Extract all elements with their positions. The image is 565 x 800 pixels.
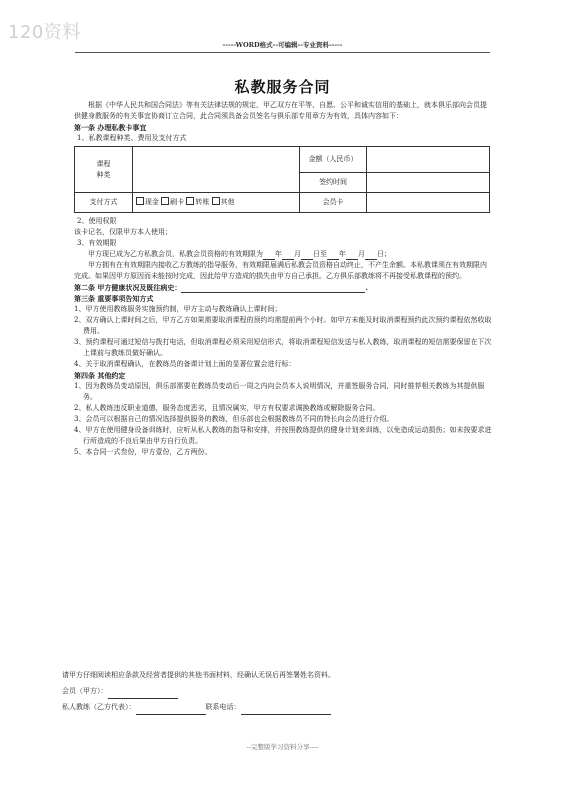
amount-label: 金额（人民币） xyxy=(300,147,366,173)
article-1-item-1: 1、私教课程种类、费用及支付方式 xyxy=(77,134,187,142)
amount-value[interactable] xyxy=(366,147,489,173)
course-type-text: 课程 种类 xyxy=(96,159,111,179)
validity-period-terms: 甲方拥有在有效期限内接收乙方教练的指导服务，有效期限届满后私教会员资格自动终止，不产生余额。本私教课须在有效期限内完成。如果因甲方原因而未能按时完成，因此给甲方造成的损失由甲方自己承担。乙方俱乐部教练将不再接受私教课程的预约。 xyxy=(74,261,487,280)
coach-signature-field[interactable] xyxy=(136,714,206,715)
article-3-item: 2、双方确认上课时间之后，甲方乙方如果需要取消课程的预约均需提前两个小时。如甲方未能及时取消课程预约此次预约课程依然收取费用。 xyxy=(74,316,492,335)
coach-signature-line xyxy=(62,699,502,715)
checkbox-icon xyxy=(212,197,220,205)
header-note: -----WORD格式--可编辑--专业资料----- xyxy=(222,41,343,49)
article-4-item: 5、本合同一式叁份，甲方壹份，乙方两份。 xyxy=(74,448,212,456)
signature-block xyxy=(62,667,502,715)
sign-time-value[interactable] xyxy=(366,173,489,193)
article-3-item: 3、预约课程可通过短信与拨打电话，但取消课程必须采用短信形式，将取消课程短信发送与私人教练，取消课程的短信需要保留在下次上课前与教练员做好确认。 xyxy=(74,338,492,357)
member-card-value[interactable] xyxy=(366,193,489,213)
phone-field[interactable] xyxy=(241,714,331,715)
member-signature-line xyxy=(62,683,502,699)
header-divider xyxy=(75,52,490,53)
article-2-title: 第二条 甲方健康状况及既往病史： xyxy=(74,283,182,292)
pay-option-cash[interactable]: 现金 xyxy=(136,198,159,206)
article-4-item: 3、会员可以根据自己的情况选择提供服务的教练，但乐部也会根据教练员不同的特长向会员进行介绍。 xyxy=(74,415,394,423)
contract-body xyxy=(74,100,492,458)
checkbox-icon xyxy=(161,197,169,205)
article-1-item-2: 2、使用权限 xyxy=(77,217,117,225)
article-1-title: 第一条 办理私教卡事宜 xyxy=(74,123,147,132)
pay-option-card[interactable]: 刷卡 xyxy=(161,198,184,206)
article-4-item: 4、甲方在使用健身设备训练时，应听从私人教练的指导和安排，并按照教练提供的健身计划来训练，以免造成运动损伤；如未按要求进行所造成的不良后果由甲方自行负责。 xyxy=(74,426,492,445)
pay-method-label: 支付方式 xyxy=(75,193,133,213)
intro-paragraph: 根据《中华人民共和国合同法》等有关法律法规的规定，甲乙双方在平等、自愿、公平和诚实信用的基础上，就本俱乐部向会员提供健身教服务的有关事宜协商订立合同，此合同须具备会员签名与俱乐部专用章方为有效，具体内容如下： xyxy=(74,101,487,120)
member-label: 会员（甲方）： xyxy=(62,687,108,695)
coach-label: 私人教练（乙方代表）： xyxy=(62,703,136,711)
reading-notice: 请甲方仔细阅读相应条款及经营者提供的其他书面材料，经确认无误后再签署姓名资料。 xyxy=(62,671,335,679)
article-2-line: 第二条 甲方健康状况及既往病史： . xyxy=(74,283,368,292)
course-type-label xyxy=(75,147,133,193)
article-4-item: 1、因为教练员变动原因，俱乐部需要在教练员变动后一周之内向会员本人说明情况，并重签服务合同，同时推荐相关教练为其提供服务。 xyxy=(74,382,485,401)
validity-period-line: 甲方现已成为乙方私教会员，私教会员资格的有效期限为 年 月 日至 年 月 日； xyxy=(88,250,391,258)
document-title: 私教服务合同 xyxy=(234,78,331,96)
checkbox-icon xyxy=(136,197,144,205)
watermark: 120资料 xyxy=(8,22,81,43)
member-card-label: 会员卡 xyxy=(300,193,366,213)
checkbox-icon xyxy=(186,197,194,205)
article-3-title: 第三条 重要事项告知方式 xyxy=(74,294,154,303)
fee-table xyxy=(74,146,490,213)
pay-options xyxy=(132,193,299,213)
course-type-value[interactable] xyxy=(132,147,299,193)
phone-label: 联系电话： xyxy=(205,703,241,711)
health-history-field[interactable] xyxy=(181,292,365,293)
pay-option-other[interactable]: 其他 xyxy=(212,198,235,206)
article-4-title: 第四条 其他约定 xyxy=(74,371,126,380)
article-3-item: 1、甲方使用教练服务实施预约制，甲方主动与教练确认上课时间； xyxy=(74,305,282,313)
article-4-item: 2、私人教练违反职业道德，服务态度恶劣，且情况属实，甲方有权要求调换教练或解除服务合同。 xyxy=(74,404,380,412)
footer-note: --完整版学习资料分享---- xyxy=(246,743,319,751)
article-3-item: 4、关于取消课程确认，在教练员的备课计划上面的显著位置会进行标： xyxy=(74,360,296,368)
article-1-item-3: 3、有效期限 xyxy=(77,239,117,247)
usage-rights-text: 该卡记名，仅限甲方本人使用； xyxy=(74,228,172,236)
sign-time-label: 签约时间 xyxy=(300,173,366,193)
pay-option-transfer[interactable]: 转账 xyxy=(186,198,209,206)
